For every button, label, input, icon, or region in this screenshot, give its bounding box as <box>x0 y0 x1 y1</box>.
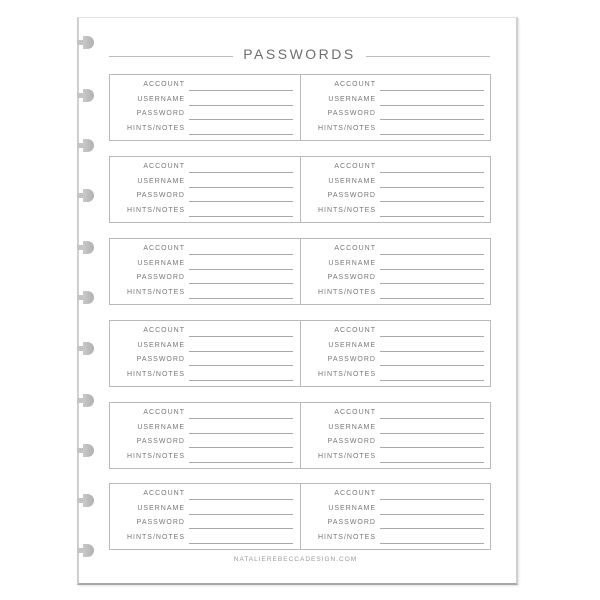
field-label: USERNAME <box>137 504 185 512</box>
field-label: ACCOUNT <box>143 81 185 88</box>
field-label: ACCOUNT <box>143 245 185 252</box>
field-label: PASSWORD <box>327 192 376 199</box>
disc-tab-icon <box>77 89 95 102</box>
field-row <box>110 162 300 174</box>
entry-right <box>300 321 491 386</box>
password-block <box>109 156 491 223</box>
write-line[interactable] <box>189 254 293 255</box>
disc-tab-icon <box>77 189 95 202</box>
field-row <box>301 177 491 189</box>
field-label: ACCOUNT <box>334 490 376 497</box>
field-label: USERNAME <box>137 259 185 267</box>
write-line[interactable] <box>189 418 293 419</box>
field-label: PASSWORD <box>327 274 376 281</box>
write-line[interactable] <box>380 298 484 299</box>
field-row <box>301 452 491 464</box>
field-label: ACCOUNT <box>334 163 376 170</box>
field-row <box>301 341 491 353</box>
field-row <box>110 95 300 107</box>
field-label: USERNAME <box>137 423 185 431</box>
field-row <box>301 355 491 367</box>
field-row <box>110 370 300 382</box>
write-line[interactable] <box>380 365 484 366</box>
write-line[interactable] <box>189 380 293 381</box>
write-line[interactable] <box>189 187 293 188</box>
field-row <box>301 191 491 203</box>
write-line[interactable] <box>380 433 484 434</box>
field-row <box>110 109 300 121</box>
password-block <box>109 74 491 141</box>
field-label: ACCOUNT <box>143 163 185 170</box>
entry-right <box>300 75 491 140</box>
field-label: PASSWORD <box>136 438 185 445</box>
write-line[interactable] <box>189 462 293 463</box>
write-line[interactable] <box>380 254 484 255</box>
field-row <box>301 370 491 382</box>
field-label: USERNAME <box>328 341 376 349</box>
write-line[interactable] <box>189 134 293 135</box>
field-label: USERNAME <box>328 423 376 431</box>
page-title: PASSWORDS <box>109 46 490 62</box>
field-row <box>301 326 491 338</box>
field-row <box>301 206 491 218</box>
entry-right <box>300 157 491 222</box>
write-line[interactable] <box>380 187 484 188</box>
field-label: USERNAME <box>328 95 376 103</box>
password-block <box>109 402 491 469</box>
field-row <box>301 489 491 501</box>
field-label: USERNAME <box>137 177 185 185</box>
write-line[interactable] <box>189 499 293 500</box>
write-line[interactable] <box>380 380 484 381</box>
field-row <box>110 408 300 420</box>
field-row <box>301 95 491 107</box>
write-line[interactable] <box>189 514 293 515</box>
field-label: PASSWORD <box>327 438 376 445</box>
write-line[interactable] <box>189 201 293 202</box>
field-label: HINTS/NOTES <box>317 124 376 132</box>
write-line[interactable] <box>380 172 484 173</box>
write-line[interactable] <box>380 134 484 135</box>
field-label: USERNAME <box>328 504 376 512</box>
field-row <box>110 288 300 300</box>
field-label: ACCOUNT <box>334 81 376 88</box>
write-line[interactable] <box>380 119 484 120</box>
field-label: PASSWORD <box>136 356 185 363</box>
field-label: HINTS/NOTES <box>126 206 185 214</box>
entry-right <box>300 403 491 468</box>
field-label: ACCOUNT <box>143 327 185 334</box>
field-row <box>110 124 300 136</box>
field-row <box>110 259 300 271</box>
field-row <box>301 259 491 271</box>
write-line[interactable] <box>380 269 484 270</box>
field-row <box>301 408 491 420</box>
disc-tab-icon <box>77 36 95 49</box>
disc-tab-icon <box>77 241 95 254</box>
disc-tab-icon <box>77 444 95 457</box>
field-label: ACCOUNT <box>143 490 185 497</box>
write-line[interactable] <box>380 283 484 284</box>
disc-tab-icon <box>77 342 95 355</box>
field-row <box>110 452 300 464</box>
write-line[interactable] <box>189 351 293 352</box>
field-label: HINTS/NOTES <box>317 288 376 296</box>
field-row <box>110 191 300 203</box>
write-line[interactable] <box>380 418 484 419</box>
field-label: USERNAME <box>137 341 185 349</box>
write-line[interactable] <box>380 447 484 448</box>
footer-website: NATALIEREBECCADESIGN.COM <box>233 556 358 563</box>
disc-tab-icon <box>77 139 95 152</box>
field-row <box>301 533 491 545</box>
field-row <box>110 206 300 218</box>
field-row <box>110 533 300 545</box>
title-row <box>109 46 490 66</box>
write-line[interactable] <box>380 351 484 352</box>
write-line[interactable] <box>380 528 484 529</box>
write-line[interactable] <box>380 90 484 91</box>
disc-tab-icon <box>77 291 95 304</box>
field-label: HINTS/NOTES <box>317 533 376 541</box>
field-row <box>301 244 491 256</box>
write-line[interactable] <box>380 216 484 217</box>
field-label: PASSWORD <box>136 519 185 526</box>
field-label: PASSWORD <box>136 274 185 281</box>
field-label: HINTS/NOTES <box>126 370 185 378</box>
field-row <box>110 437 300 449</box>
write-line[interactable] <box>189 336 293 337</box>
entry-left <box>110 157 300 222</box>
write-line[interactable] <box>380 462 484 463</box>
entry-left <box>110 403 300 468</box>
field-row <box>301 109 491 121</box>
disc-tab-icon <box>77 394 95 407</box>
write-line[interactable] <box>380 105 484 106</box>
field-label: HINTS/NOTES <box>126 452 185 460</box>
field-row <box>110 244 300 256</box>
write-line[interactable] <box>380 514 484 515</box>
field-label: PASSWORD <box>327 356 376 363</box>
field-row <box>301 288 491 300</box>
write-line[interactable] <box>380 201 484 202</box>
field-row <box>301 80 491 92</box>
write-line[interactable] <box>189 298 293 299</box>
write-line[interactable] <box>189 447 293 448</box>
entry-left <box>110 484 300 549</box>
field-row <box>301 437 491 449</box>
field-row <box>110 273 300 285</box>
field-label: ACCOUNT <box>334 409 376 416</box>
field-label: USERNAME <box>137 95 185 103</box>
entry-left <box>110 321 300 386</box>
field-row <box>301 162 491 174</box>
field-row <box>301 423 491 435</box>
field-label: PASSWORD <box>136 110 185 117</box>
field-row <box>110 504 300 516</box>
field-row <box>301 504 491 516</box>
write-line[interactable] <box>189 105 293 106</box>
field-row <box>110 423 300 435</box>
field-label: PASSWORD <box>327 519 376 526</box>
password-block <box>109 483 491 550</box>
field-row <box>301 124 491 136</box>
write-line[interactable] <box>189 90 293 91</box>
write-line[interactable] <box>189 365 293 366</box>
field-label: ACCOUNT <box>334 245 376 252</box>
field-row <box>110 518 300 530</box>
password-block <box>109 238 491 305</box>
write-line[interactable] <box>189 119 293 120</box>
field-label: PASSWORD <box>327 110 376 117</box>
field-label: PASSWORD <box>136 192 185 199</box>
field-row <box>110 177 300 189</box>
password-block <box>109 320 491 387</box>
field-label: HINTS/NOTES <box>126 288 185 296</box>
field-label: HINTS/NOTES <box>317 452 376 460</box>
field-row <box>110 341 300 353</box>
field-label: HINTS/NOTES <box>317 370 376 378</box>
field-label: ACCOUNT <box>143 409 185 416</box>
write-line[interactable] <box>189 216 293 217</box>
field-row <box>301 273 491 285</box>
entry-left <box>110 75 300 140</box>
write-line[interactable] <box>189 269 293 270</box>
field-row <box>110 355 300 367</box>
write-line[interactable] <box>189 172 293 173</box>
write-line[interactable] <box>380 499 484 500</box>
entry-right <box>300 239 491 304</box>
write-line[interactable] <box>189 543 293 544</box>
write-line[interactable] <box>380 336 484 337</box>
field-label: HINTS/NOTES <box>126 124 185 132</box>
field-label: USERNAME <box>328 177 376 185</box>
write-line[interactable] <box>189 283 293 284</box>
field-row <box>110 326 300 338</box>
write-line[interactable] <box>189 528 293 529</box>
field-row <box>110 489 300 501</box>
write-line[interactable] <box>189 433 293 434</box>
field-row <box>301 518 491 530</box>
field-label: USERNAME <box>328 259 376 267</box>
field-label: HINTS/NOTES <box>126 533 185 541</box>
field-label: ACCOUNT <box>334 327 376 334</box>
entry-left <box>110 239 300 304</box>
field-row <box>110 80 300 92</box>
field-label: HINTS/NOTES <box>317 206 376 214</box>
write-line[interactable] <box>380 543 484 544</box>
entry-right <box>300 484 491 549</box>
disc-tab-icon <box>77 494 95 507</box>
